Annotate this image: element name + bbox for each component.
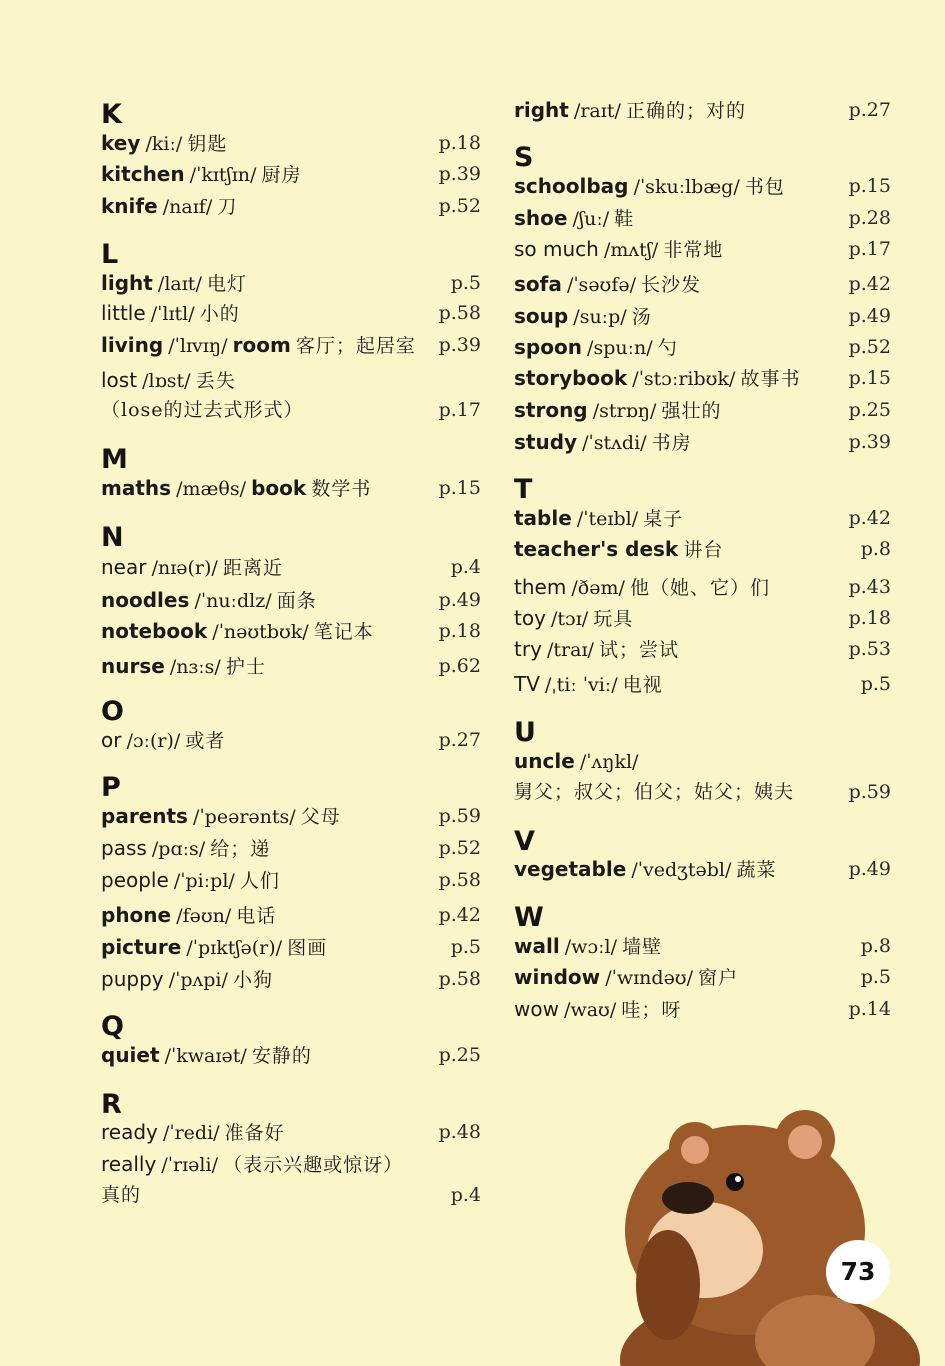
glossary-entry xyxy=(514,203,891,233)
entry-meaning: 或者 xyxy=(185,730,226,752)
entry-word: or xyxy=(101,728,122,752)
entry-page: p.53 xyxy=(848,638,891,660)
glossary-entry xyxy=(514,427,891,457)
entry-word: knife xyxy=(101,194,158,218)
entry-meaning: 非常地 xyxy=(663,239,724,261)
glossary-entry xyxy=(101,1040,481,1070)
entry-page: p.59 xyxy=(438,805,481,827)
entry-phonetic: /kiː/ xyxy=(145,133,183,155)
entry-phonetic: /ˈredi/ xyxy=(162,1122,220,1144)
glossary-entry xyxy=(101,365,481,395)
entry-meaning: 小狗 xyxy=(232,969,273,991)
entry-page: p.5 xyxy=(450,936,481,958)
entry-meaning: 长沙发 xyxy=(641,274,702,296)
glossary-entry xyxy=(101,585,481,615)
glossary-entry xyxy=(101,801,481,831)
entry-phonetic: /ˈlɪtl/ xyxy=(150,303,195,325)
glossary-entry xyxy=(514,931,891,961)
entry-page: p.15 xyxy=(848,367,891,389)
entry-meaning: 试；尝试 xyxy=(599,639,680,661)
entry-word: so much xyxy=(514,237,599,261)
glossary-entry xyxy=(514,301,891,331)
glossary-entry xyxy=(101,932,481,962)
entry-meaning: 书包 xyxy=(744,176,785,198)
entry-phonetic: /mæθs/ xyxy=(176,478,247,500)
entry-word: puppy xyxy=(101,967,164,991)
glossary-entry xyxy=(101,298,481,328)
entry-page: p.49 xyxy=(848,305,891,327)
glossary-entry xyxy=(101,552,481,582)
entry-page: p.39 xyxy=(848,431,891,453)
entry-page: p.42 xyxy=(848,507,891,529)
entry-meaning: 讲台 xyxy=(683,539,724,561)
entry-word: nurse xyxy=(101,654,165,678)
glossary-entry xyxy=(101,395,481,425)
section-letter: L xyxy=(101,239,119,270)
entry-phonetic: /fəʊn/ xyxy=(176,905,232,927)
entry-page: p.52 xyxy=(848,336,891,358)
glossary-entry xyxy=(101,833,481,863)
entry-word: key xyxy=(101,131,141,155)
entry-word: toy xyxy=(514,606,546,630)
entry-page: p.49 xyxy=(848,858,891,880)
section-letter: U xyxy=(514,717,536,748)
glossary-entry xyxy=(101,651,481,681)
entry-word: storybook xyxy=(514,366,628,390)
glossary-entry xyxy=(514,395,891,425)
entry-phonetic: /lɒst/ xyxy=(142,370,191,392)
entry-meaning: 玩具 xyxy=(593,608,634,630)
entry-page: p.43 xyxy=(848,576,891,598)
entry-page: p.18 xyxy=(438,620,481,642)
entry-page: p.5 xyxy=(450,272,481,294)
entry-word: kitchen xyxy=(101,162,185,186)
entry-meaning: 小的 xyxy=(199,303,240,325)
entry-meaning: （表示兴趣或惊讶） xyxy=(223,1154,404,1176)
entry-meaning: 桌子 xyxy=(643,508,684,530)
entry-word: uncle xyxy=(514,749,575,773)
entry-meaning: 数学书 xyxy=(311,478,372,500)
glossary-entry xyxy=(514,777,891,807)
glossary-entry xyxy=(514,634,891,664)
entry-word: strong xyxy=(514,398,588,422)
entry-word: wall xyxy=(514,934,560,958)
entry-phonetic: /ˈteɪbl/ xyxy=(576,508,639,530)
section-letter: V xyxy=(514,826,535,857)
entry-phonetic: /ˈskuːlbæg/ xyxy=(633,176,740,198)
entry-page: p.52 xyxy=(438,837,481,859)
entry-page: p.42 xyxy=(848,273,891,295)
entry-phonetic: /ˈlɪvɪŋ/ xyxy=(168,335,228,357)
entry-phonetic: /ˈstʌdi/ xyxy=(582,432,647,454)
section-letter: M xyxy=(101,444,128,475)
glossary-entry xyxy=(101,191,481,221)
entry-word: soup xyxy=(514,304,569,328)
section-letter: R xyxy=(101,1089,122,1120)
entry-phonetic: /waʊ/ xyxy=(564,999,617,1021)
entry-meaning: 给；递 xyxy=(210,838,271,860)
entry-meaning: 强壮的 xyxy=(661,400,722,422)
entry-word: spoon xyxy=(514,335,582,359)
entry-page: p.15 xyxy=(848,175,891,197)
entry-word: try xyxy=(514,637,542,661)
entry-meaning: 客厅；起居室 xyxy=(295,335,416,357)
glossary-entry xyxy=(101,616,481,646)
entry-page: p.58 xyxy=(438,968,481,990)
entry-meaning: 真的 xyxy=(101,1184,142,1206)
entry-meaning: 刀 xyxy=(217,196,238,218)
entry-word: quiet xyxy=(101,1043,160,1067)
entry-page: p.17 xyxy=(848,238,891,260)
entry-meaning: 钥匙 xyxy=(187,133,228,155)
entry-phonetic: /ˈʌŋkl/ xyxy=(579,751,639,773)
entry-phonetic: /mʌtʃ/ xyxy=(603,239,659,261)
entry-page: p.62 xyxy=(438,655,481,677)
entry-phonetic: /pɑːs/ xyxy=(151,838,206,860)
entry-meaning: 勺 xyxy=(657,337,678,359)
entry-page: p.49 xyxy=(438,589,481,611)
entry-page: p.4 xyxy=(450,556,481,578)
entry-word: picture xyxy=(101,935,182,959)
entry-meaning: 哇；呀 xyxy=(621,999,682,1021)
entry-phonetic: /raɪt/ xyxy=(573,100,621,122)
entry-word-second: book xyxy=(251,476,307,500)
section-letter: P xyxy=(101,772,121,803)
entry-word: people xyxy=(101,868,169,892)
section-letter: N xyxy=(101,522,124,553)
glossary-entry xyxy=(514,332,891,362)
glossary-entry xyxy=(514,503,891,533)
entry-phonetic: /ˈwɪndəʊ/ xyxy=(605,967,693,989)
page-number: 73 xyxy=(826,1240,890,1304)
glossary-entry xyxy=(514,994,891,1024)
entry-page: p.59 xyxy=(848,781,891,803)
entry-phonetic: /ðəm/ xyxy=(571,577,625,599)
glossary-entry xyxy=(101,1180,481,1210)
entry-meaning: 准备好 xyxy=(224,1122,285,1144)
glossary-entry xyxy=(101,268,481,298)
entry-word: little xyxy=(101,301,146,325)
entry-word: sofa xyxy=(514,272,562,296)
entry-meaning: 厨房 xyxy=(261,164,302,186)
entry-word: ready xyxy=(101,1120,158,1144)
glossary-entry xyxy=(101,725,481,755)
entry-meaning: 故事书 xyxy=(740,368,801,390)
glossary-entry xyxy=(514,572,891,602)
entry-page: p.4 xyxy=(450,1184,481,1206)
glossary-entry xyxy=(101,865,481,895)
glossary-entry xyxy=(101,964,481,994)
glossary-entry xyxy=(514,603,891,633)
entry-meaning: 汤 xyxy=(631,306,652,328)
entry-meaning: 电话 xyxy=(236,905,277,927)
entry-meaning: 笔记本 xyxy=(313,621,374,643)
entry-meaning: 距离近 xyxy=(222,557,283,579)
entry-meaning: 窗户 xyxy=(698,967,739,989)
entry-page: p.25 xyxy=(438,1044,481,1066)
entry-meaning: 丢失 xyxy=(195,370,236,392)
entry-page: p.5 xyxy=(860,673,891,695)
entry-meaning: 面条 xyxy=(276,590,317,612)
entry-phonetic: /ˈkwaɪət/ xyxy=(164,1045,247,1067)
entry-phonetic: /ˈnəʊtbʊk/ xyxy=(212,621,309,643)
entry-meaning: 他（她、它）们 xyxy=(630,577,771,599)
entry-word: vegetable xyxy=(514,857,627,881)
section-letter: Q xyxy=(101,1011,124,1042)
entry-meaning: 电视 xyxy=(622,674,663,696)
entry-page: p.15 xyxy=(438,477,481,499)
entry-word-second: room xyxy=(232,333,291,357)
entry-page: p.14 xyxy=(848,998,891,1020)
entry-word: lost xyxy=(101,368,138,392)
glossary-entry xyxy=(101,473,481,503)
entry-phonetic: /ˈstɔːribʊk/ xyxy=(632,368,736,390)
entry-page: p.58 xyxy=(438,302,481,324)
entry-phonetic: /naɪf/ xyxy=(162,196,213,218)
entry-word: parents xyxy=(101,804,188,828)
entry-word: notebook xyxy=(101,619,208,643)
entry-page: p.27 xyxy=(438,729,481,751)
entry-word: right xyxy=(514,98,569,122)
entry-phonetic: /suːp/ xyxy=(573,306,627,328)
entry-meaning: （lose的过去式形式） xyxy=(101,399,304,421)
glossary-entry xyxy=(101,1117,481,1147)
entry-phonetic: /strɒŋ/ xyxy=(592,400,657,422)
entry-phonetic: /ˈnuːdlz/ xyxy=(194,590,272,612)
entry-word: window xyxy=(514,965,601,989)
section-letter: T xyxy=(514,474,533,505)
entry-page: p.17 xyxy=(438,399,481,421)
glossary-entry xyxy=(514,363,891,393)
glossary-entry xyxy=(101,128,481,158)
entry-phonetic: /nɜːs/ xyxy=(169,656,221,678)
entry-phonetic: /ɔː(r)/ xyxy=(126,730,181,752)
entry-phonetic: /ˈrɪəli/ xyxy=(161,1154,218,1176)
glossary-entry xyxy=(101,1149,481,1179)
section-letter: W xyxy=(514,902,544,933)
entry-word: maths xyxy=(101,476,172,500)
entry-phonetic: /spuːn/ xyxy=(587,337,653,359)
glossary-entry xyxy=(514,171,891,201)
glossary-entry xyxy=(101,900,481,930)
glossary-entry xyxy=(101,159,481,189)
entry-phonetic: /wɔːl/ xyxy=(564,936,617,958)
glossary-entry xyxy=(514,669,891,699)
entry-meaning: 人们 xyxy=(239,870,280,892)
entry-page: p.28 xyxy=(848,207,891,229)
entry-phonetic: /ˈkɪtʃɪn/ xyxy=(189,164,257,186)
entry-phonetic: /traɪ/ xyxy=(547,639,594,661)
entry-phonetic: /ˈpɪktʃə(r)/ xyxy=(186,937,283,959)
entry-phonetic: /ˈsəʊfə/ xyxy=(566,274,637,296)
entry-phonetic: /laɪt/ xyxy=(157,273,202,295)
entry-word: TV xyxy=(514,672,540,696)
entry-phonetic: /nɪə(r)/ xyxy=(151,557,218,579)
entry-page: p.27 xyxy=(848,99,891,121)
entry-word: noodles xyxy=(101,588,190,612)
entry-word: schoolbag xyxy=(514,174,629,198)
entry-page: p.18 xyxy=(848,607,891,629)
entry-meaning: 蔬菜 xyxy=(736,859,777,881)
entry-word: phone xyxy=(101,903,172,927)
bear-illustration xyxy=(600,1110,945,1366)
glossary-entry xyxy=(101,330,481,360)
entry-page: p.52 xyxy=(438,195,481,217)
entry-page: p.42 xyxy=(438,904,481,926)
glossary-entry xyxy=(514,962,891,992)
entry-phonetic: /ˈpʌpi/ xyxy=(168,969,228,991)
entry-meaning: 图画 xyxy=(287,937,328,959)
entry-word: pass xyxy=(101,836,147,860)
entry-meaning: 父母 xyxy=(300,806,341,828)
glossary-entry xyxy=(514,534,891,564)
entry-meaning: 护士 xyxy=(225,656,266,678)
entry-meaning: 书房 xyxy=(651,432,692,454)
entry-phonetic: /ʃuː/ xyxy=(572,208,610,230)
entry-meaning: 正确的；对的 xyxy=(625,100,746,122)
glossary-entry xyxy=(514,854,891,884)
entry-word: near xyxy=(101,555,147,579)
entry-meaning: 电灯 xyxy=(206,273,247,295)
entry-page: p.8 xyxy=(860,538,891,560)
section-letter: K xyxy=(101,99,122,130)
entry-page: p.58 xyxy=(438,869,481,891)
entry-phonetic: /ˈpiːpl/ xyxy=(173,870,235,892)
entry-phonetic: /tɔɪ/ xyxy=(551,608,589,630)
glossary-entry xyxy=(514,269,891,299)
entry-word: them xyxy=(514,575,567,599)
glossary-entry xyxy=(514,746,891,776)
section-letter: O xyxy=(101,696,124,727)
entry-word: wow xyxy=(514,997,559,1021)
entry-page: p.48 xyxy=(438,1121,481,1143)
section-letter: S xyxy=(514,142,534,173)
entry-page: p.18 xyxy=(438,132,481,154)
entry-word: study xyxy=(514,430,578,454)
glossary-entry xyxy=(514,234,891,264)
entry-word: teacher's desk xyxy=(514,537,679,561)
entry-page: p.5 xyxy=(860,966,891,988)
entry-page: p.39 xyxy=(438,334,481,356)
entry-page: p.25 xyxy=(848,399,891,421)
entry-word: really xyxy=(101,1152,157,1176)
entry-page: p.8 xyxy=(860,935,891,957)
entry-phonetic: /ˌtiː ˈviː/ xyxy=(545,674,618,696)
entry-word: light xyxy=(101,271,153,295)
entry-phonetic: /ˈpeərənts/ xyxy=(193,806,296,828)
entry-meaning: 舅父；叔父；伯父；姑父；姨夫 xyxy=(514,781,795,803)
entry-word: shoe xyxy=(514,206,568,230)
entry-phonetic: /ˈvedʒtəbl/ xyxy=(631,859,732,881)
entry-page: p.39 xyxy=(438,163,481,185)
entry-meaning: 墙壁 xyxy=(622,936,663,958)
entry-word: table xyxy=(514,506,572,530)
entry-meaning: 鞋 xyxy=(614,208,635,230)
glossary-entry xyxy=(514,95,891,125)
entry-meaning: 安静的 xyxy=(251,1045,312,1067)
entry-word: living xyxy=(101,333,164,357)
